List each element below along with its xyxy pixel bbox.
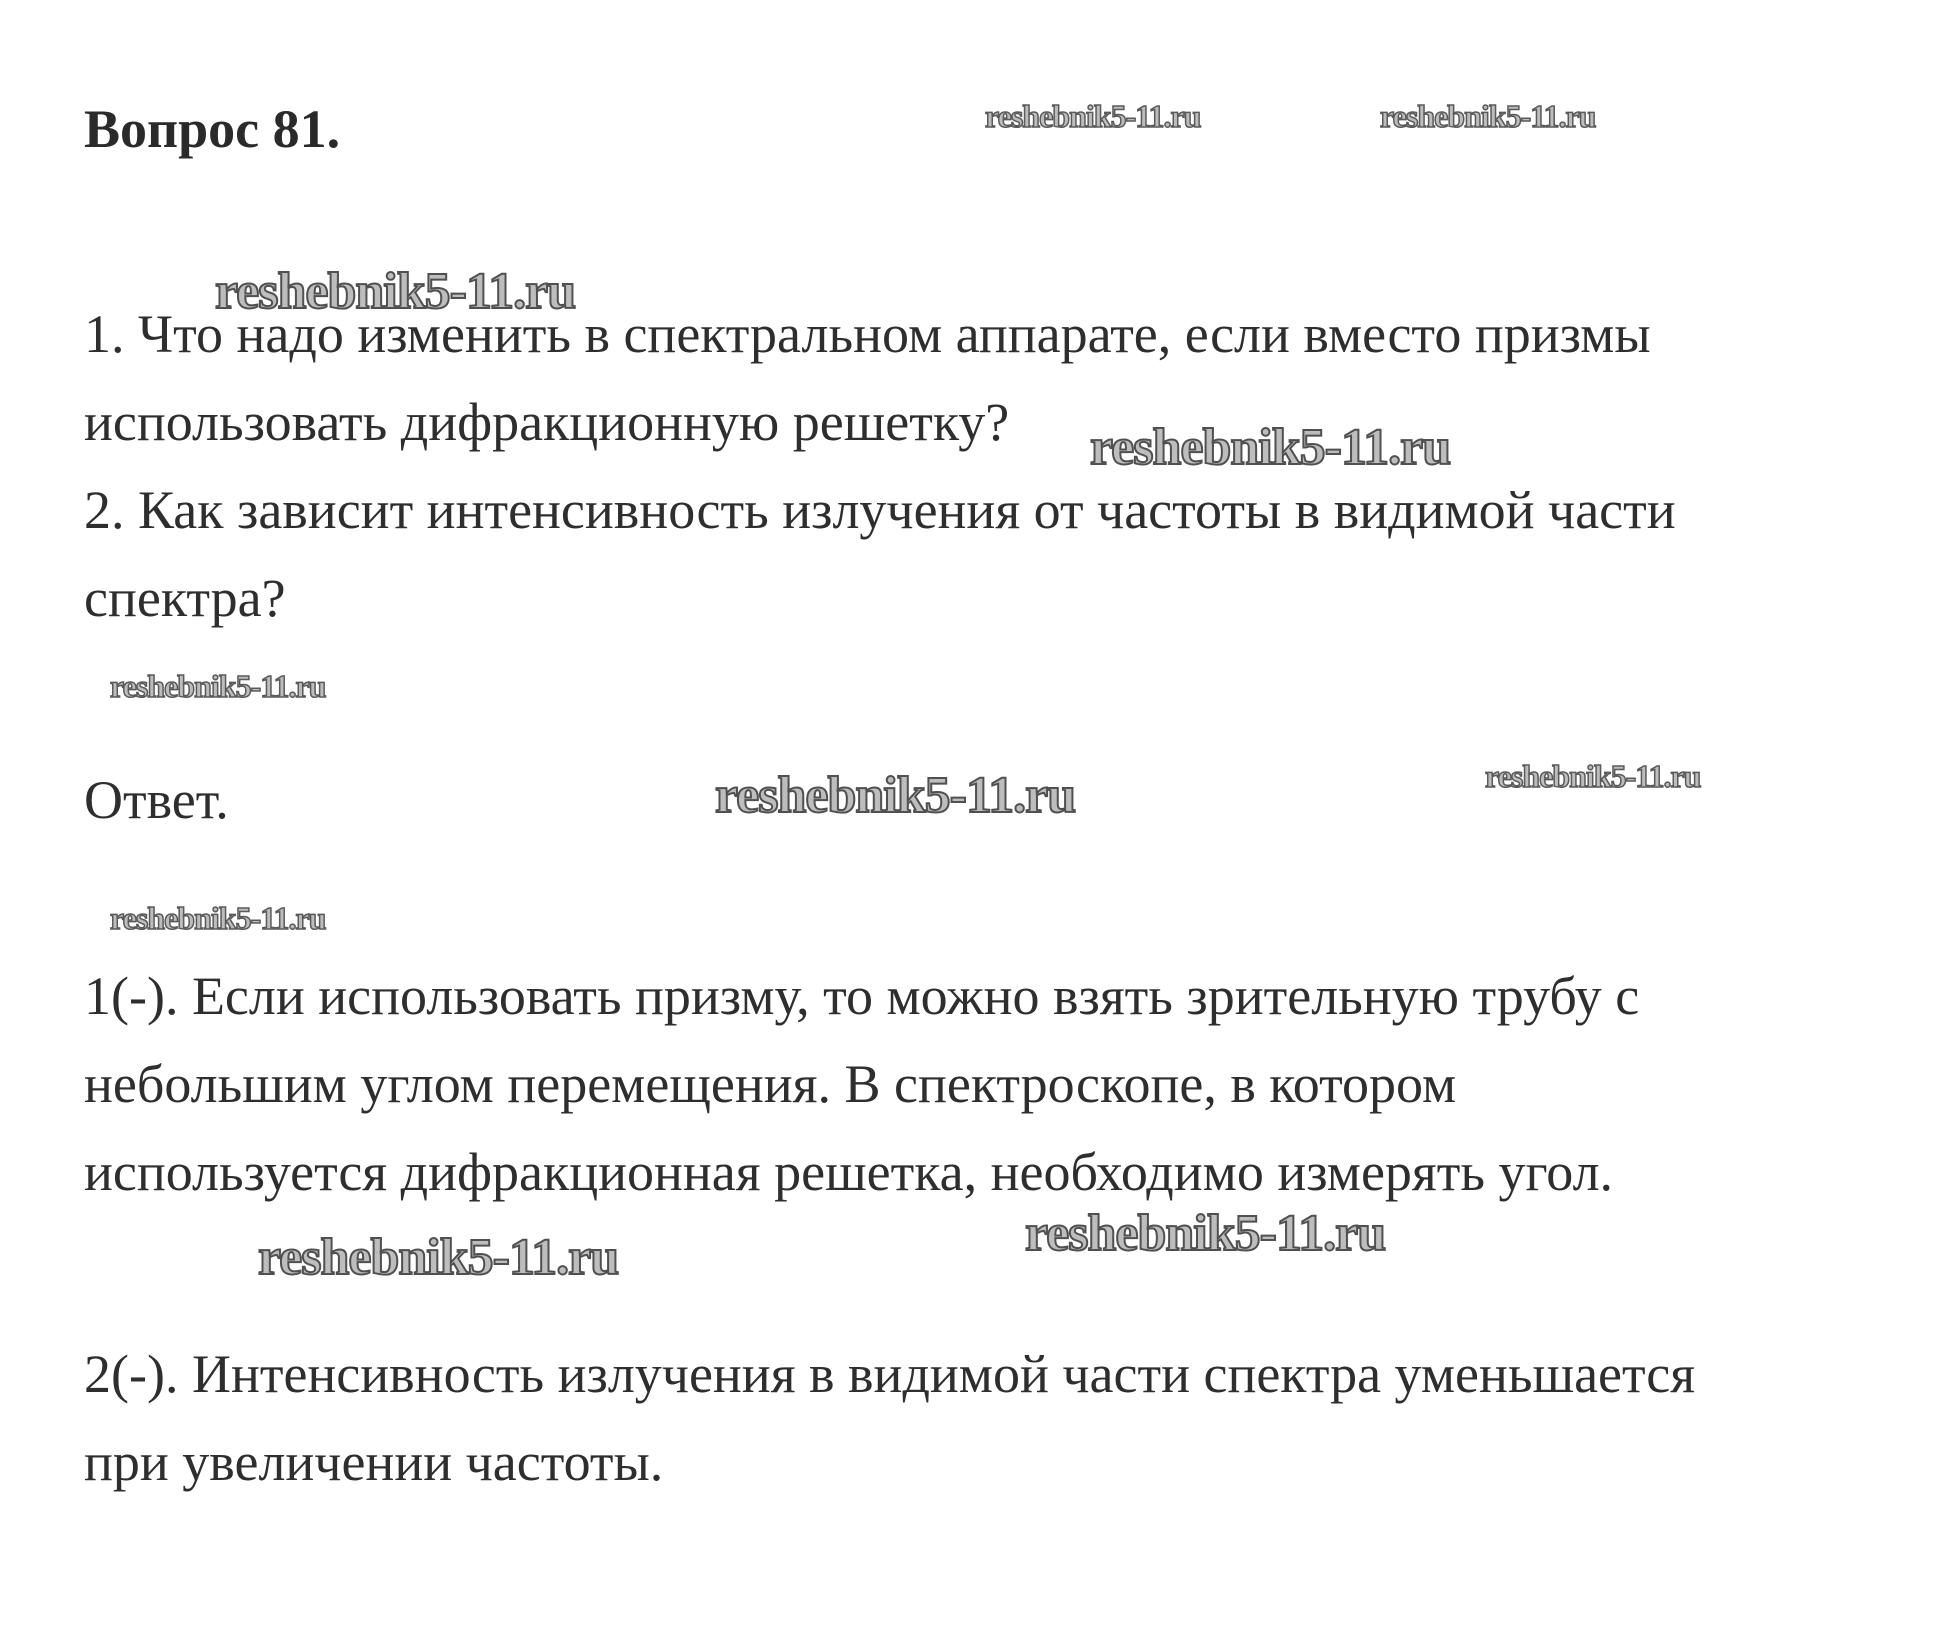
answer-2-line: при увеличении частоты. — [84, 1432, 664, 1492]
watermark: reshebnik5-11.ru — [1485, 758, 1701, 794]
watermark: reshebnik5-11.ru — [110, 900, 326, 936]
watermark: reshebnik5-11.ru — [1025, 1205, 1386, 1262]
watermark: reshebnik5-11.ru — [258, 1229, 619, 1286]
answer-1-line: небольшим углом перемещения. В спектроскопе, в котором — [84, 1054, 1457, 1114]
page-title: Вопрос 81. — [84, 99, 341, 159]
answer-1-line: используется дифракционная решетка, необходимо измерять угол. — [84, 1142, 1614, 1202]
answer-2-line: 2(-). Интенсивность излучения в видимой части спектра уменьшается — [84, 1344, 1696, 1404]
watermark: reshebnik5-11.ru — [985, 98, 1201, 134]
watermark: reshebnik5-11.ru — [215, 263, 576, 320]
watermark: reshebnik5-11.ru — [715, 767, 1076, 824]
question-line: 1. Что надо изменить в спектральном аппарате, если вместо призмы — [84, 304, 1651, 364]
watermark: reshebnik5-11.ru — [1380, 98, 1596, 134]
question-line: спектра? — [84, 568, 286, 628]
answer-1-text — [84, 952, 1639, 1216]
watermark: reshebnik5-11.ru — [1090, 419, 1451, 476]
answer-2-text — [84, 1330, 1695, 1506]
answer-label: Ответ. — [84, 770, 229, 830]
answer-1-line: 1(-). Если использовать призму, то можно взять зрительную трубу с — [84, 966, 1640, 1026]
question-line: использовать дифракционную решетку? — [84, 392, 1010, 452]
watermark: reshebnik5-11.ru — [110, 668, 326, 704]
question-line: 2. Как зависит интенсивность излучения от частоты в видимой части — [84, 480, 1676, 540]
